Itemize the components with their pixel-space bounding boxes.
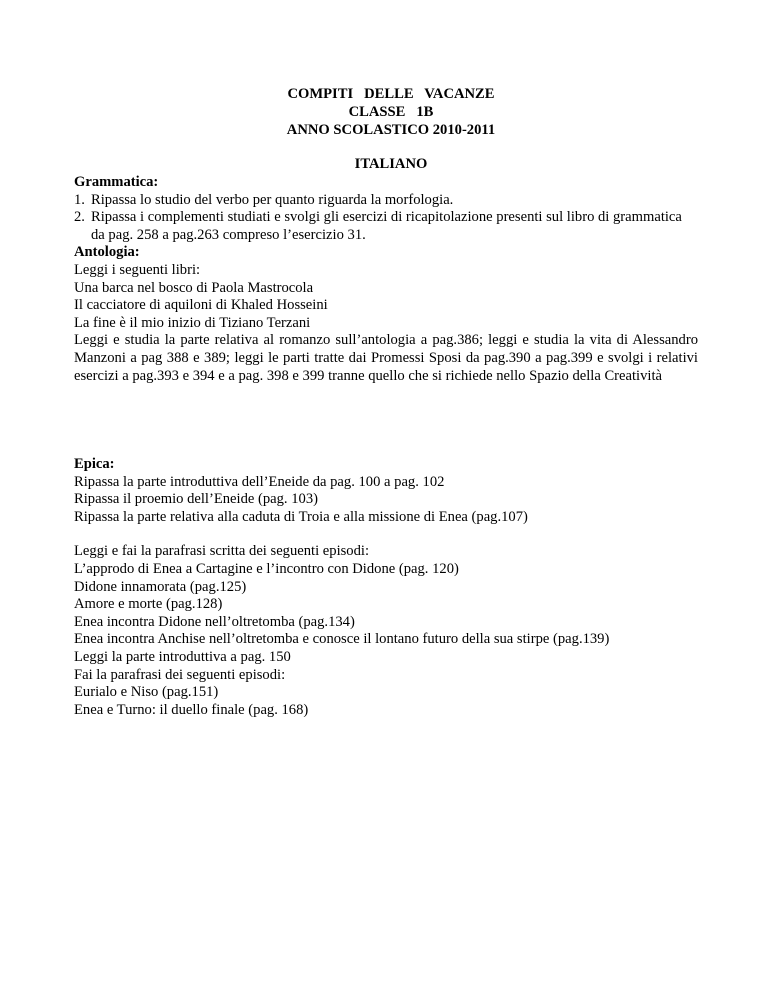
list-item-number: 2. (74, 209, 85, 226)
section-heading-epica: Epica: (74, 456, 115, 473)
list-item (74, 192, 698, 210)
document-header (84, 86, 698, 139)
book-title-line: Una barca nel bosco di Paola Mastrocola (74, 279, 314, 296)
section-heading-antologia: Antologia: (74, 244, 140, 261)
list-item-text: Ripassa i complementi studiati e svolgi gli esercizi di ricapitolazione presenti sul libro di grammatica da pag. 258 a pag.263 compreso l’esercizio 31. (91, 209, 682, 243)
episode-line: Enea incontra Anchise nell’oltretomba e conosce il lontano futuro della sua stirpe (pag.139) (74, 631, 610, 648)
episode-line: Didone innamorata (pag.125) (74, 578, 247, 595)
document-page (74, 86, 698, 719)
episode-line: Amore e morte (pag.128) (74, 596, 223, 613)
section-epica (74, 456, 698, 719)
text-line: Fai la parafrasi dei seguenti episodi: (74, 666, 286, 683)
book-title-line: La fine è il mio inizio di Tiziano Terzani (74, 314, 311, 331)
grammatica-list (74, 192, 698, 245)
text-line: Ripassa la parte introduttiva dell’Eneide da pag. 100 a pag. 102 (74, 473, 445, 490)
section-heading-grammatica: Grammatica: (74, 173, 159, 190)
header-school-year: ANNO SCOLASTICO 2010-2011 (286, 121, 496, 138)
antologia-paragraph: Leggi e studia la parte relativa al romanzo sull’antologia a pag.386; leggi e studia la vita di Alessandro Manzoni a pag 388 e 389; leggi le parti tratte dai Promessi Sposi da pag.390 a pag.399 e svolgi i relativi esercizi a pag.393 e 394 e a pag. 398 e 399 tranne quello che si richiede nello Spazio della Creatività (74, 332, 698, 384)
text-line: Leggi la parte introduttiva a pag. 150 (74, 649, 291, 666)
text-line: Leggi i seguenti libri: (74, 261, 201, 278)
episode-line: L’approdo di Enea a Cartagine e l’incontro con Didone (pag. 120) (74, 561, 459, 578)
list-item (74, 209, 698, 244)
episode-line: Enea incontra Didone nell’oltretomba (pag.134) (74, 613, 355, 630)
text-line: Ripassa il proemio dell’Eneide (pag. 103) (74, 491, 318, 508)
section-grammatica (74, 174, 698, 244)
list-item-number: 1. (74, 191, 85, 208)
spacer (74, 385, 698, 456)
spacer (74, 526, 698, 543)
episode-line: Enea e Turno: il duello finale (pag. 168) (74, 701, 309, 718)
list-item-text: Ripassa lo studio del verbo per quanto riguarda la morfologia. (91, 191, 454, 208)
header-title: COMPITI DELLE VACANZE (287, 86, 495, 102)
section-antologia (74, 244, 698, 385)
header-class: CLASSE 1B (348, 103, 434, 120)
text-line: Leggi e fai la parafrasi scritta dei seguenti episodi: (74, 543, 370, 560)
book-title-line: Il cacciatore di aquiloni di Khaled Hosseini (74, 297, 328, 314)
episode-line: Eurialo e Niso (pag.151) (74, 684, 219, 701)
text-line: Ripassa la parte relativa alla caduta di Troia e alla missione di Enea (pag.107) (74, 508, 528, 525)
subject-title: ITALIANO (354, 156, 428, 173)
